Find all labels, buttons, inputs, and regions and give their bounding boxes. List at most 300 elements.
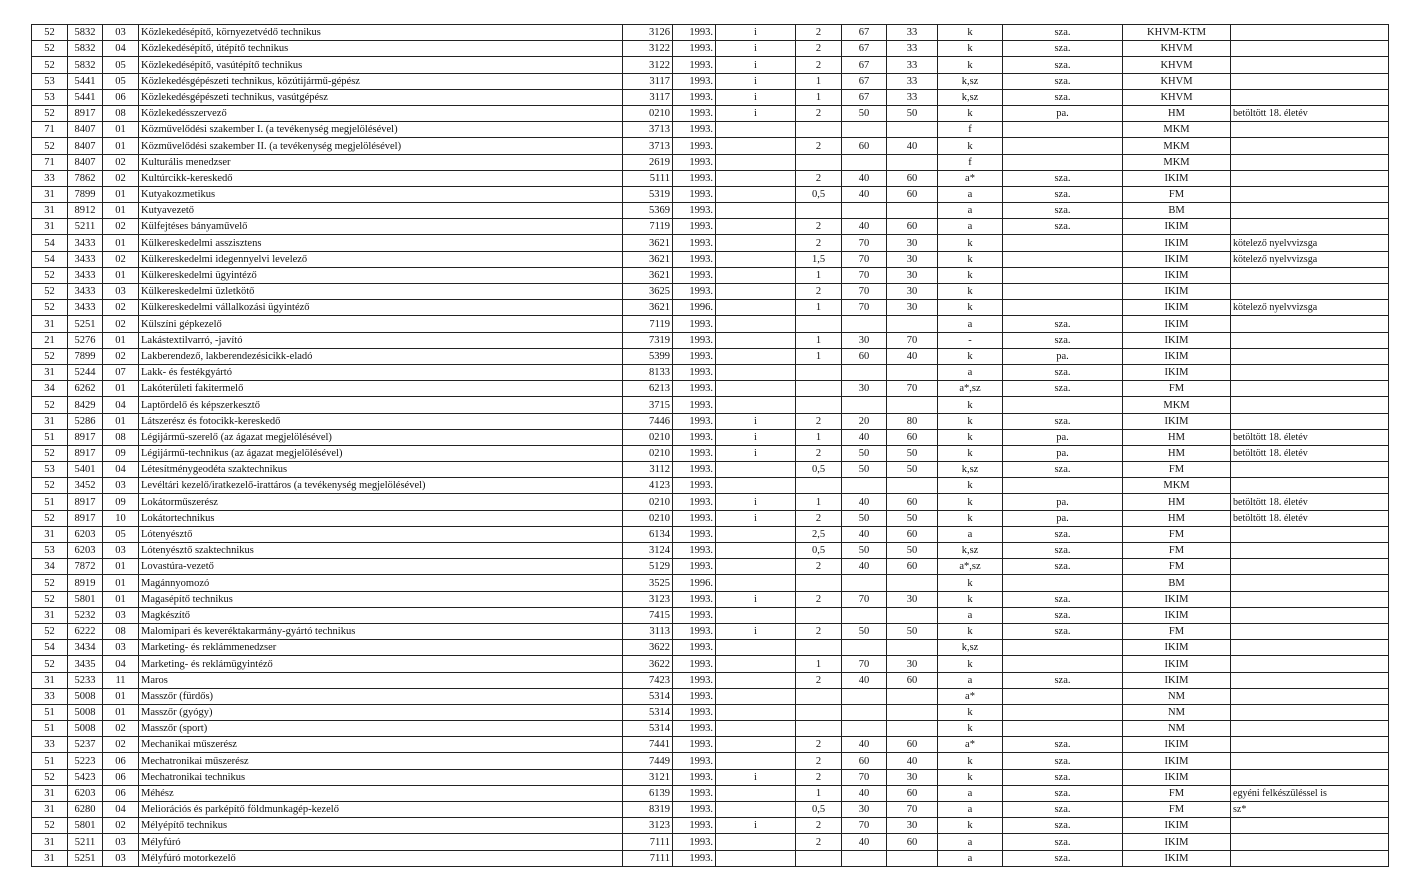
cell-exam-type: k,sz: [938, 89, 1003, 105]
cell-theory-percent: 70: [842, 235, 887, 251]
cell-ministry: HM: [1123, 494, 1231, 510]
cell-practice-percent: 40: [887, 753, 938, 769]
cell-exam-type: a: [938, 834, 1003, 850]
cell-ministry: NM: [1123, 688, 1231, 704]
cell-isced-code: 4123: [623, 478, 673, 494]
cell-level-code: 52: [32, 105, 68, 121]
cell-year: 1993.: [673, 170, 716, 186]
cell-level-code: 52: [32, 267, 68, 283]
cell-duration: 0,5: [796, 543, 842, 559]
cell-practice-percent: 60: [887, 186, 938, 202]
cell-exam-type: k: [938, 510, 1003, 526]
cell-school-type: sza.: [1003, 607, 1123, 623]
cell-feor-code: 6203: [68, 543, 103, 559]
cell-sub-code: 06: [103, 89, 139, 105]
cell-practice-percent: [887, 154, 938, 170]
cell-feor-code: 5244: [68, 364, 103, 380]
cell-qualification-name: Lótenyésztő: [139, 526, 623, 542]
cell-exam-type: k: [938, 591, 1003, 607]
cell-exam-type: k,sz: [938, 73, 1003, 89]
cell-isced-code: 3625: [623, 284, 673, 300]
cell-school-type: sza.: [1003, 41, 1123, 57]
cell-practice-percent: 70: [887, 332, 938, 348]
cell-duration: [796, 203, 842, 219]
table-row: [32, 154, 1389, 170]
cell-school-type: sza.: [1003, 737, 1123, 753]
cell-duration: 1: [796, 332, 842, 348]
cell-level-code: 31: [32, 219, 68, 235]
cell-theory-percent: [842, 478, 887, 494]
table-row: [32, 478, 1389, 494]
cell-year: 1993.: [673, 251, 716, 267]
cell-theory-percent: 70: [842, 769, 887, 785]
cell-ministry: IKIM: [1123, 332, 1231, 348]
cell-practice-percent: 60: [887, 494, 938, 510]
cell-ministry: MKM: [1123, 154, 1231, 170]
cell-note: [1231, 332, 1389, 348]
cell-ministry: KHVM-KTM: [1123, 25, 1231, 41]
cell-sub-code: 01: [103, 559, 139, 575]
cell-qualification-name: Lakberendező, lakberendezésicikk-eladó: [139, 348, 623, 364]
cell-school-type: [1003, 154, 1123, 170]
cell-ministry: IKIM: [1123, 316, 1231, 332]
cell-isced-code: 5369: [623, 203, 673, 219]
cell-flag-i: [716, 219, 796, 235]
cell-ministry: MKM: [1123, 122, 1231, 138]
cell-isced-code: 3117: [623, 89, 673, 105]
table-row: [32, 802, 1389, 818]
cell-feor-code: 5251: [68, 850, 103, 866]
cell-practice-percent: 60: [887, 785, 938, 801]
cell-flag-i: [716, 316, 796, 332]
cell-theory-percent: 40: [842, 219, 887, 235]
cell-school-type: [1003, 478, 1123, 494]
cell-note: [1231, 591, 1389, 607]
cell-isced-code: 3713: [623, 122, 673, 138]
cell-practice-percent: 33: [887, 41, 938, 57]
cell-feor-code: 5286: [68, 413, 103, 429]
cell-theory-percent: 50: [842, 105, 887, 121]
cell-isced-code: 3621: [623, 300, 673, 316]
cell-school-type: pa.: [1003, 105, 1123, 121]
cell-duration: 1: [796, 494, 842, 510]
cell-flag-i: [716, 122, 796, 138]
cell-feor-code: 3433: [68, 300, 103, 316]
cell-theory-percent: [842, 688, 887, 704]
cell-school-type: sza.: [1003, 57, 1123, 73]
table-row: [32, 105, 1389, 121]
cell-duration: 2: [796, 105, 842, 121]
cell-feor-code: 5832: [68, 41, 103, 57]
cell-year: 1993.: [673, 413, 716, 429]
table-row: [32, 526, 1389, 542]
cell-practice-percent: 30: [887, 769, 938, 785]
cell-flag-i: [716, 203, 796, 219]
cell-school-type: pa.: [1003, 494, 1123, 510]
cell-level-code: 52: [32, 510, 68, 526]
cell-school-type: [1003, 284, 1123, 300]
cell-feor-code: 8917: [68, 494, 103, 510]
cell-note: [1231, 89, 1389, 105]
table-row: [32, 623, 1389, 639]
cell-note: [1231, 818, 1389, 834]
cell-feor-code: 7862: [68, 170, 103, 186]
cell-sub-code: 01: [103, 235, 139, 251]
cell-feor-code: 5401: [68, 462, 103, 478]
cell-exam-type: a*,sz: [938, 559, 1003, 575]
cell-flag-i: i: [716, 413, 796, 429]
cell-year: 1993.: [673, 688, 716, 704]
cell-feor-code: 5232: [68, 607, 103, 623]
cell-note: [1231, 543, 1389, 559]
cell-level-code: 54: [32, 235, 68, 251]
cell-isced-code: 7449: [623, 753, 673, 769]
table-row: [32, 57, 1389, 73]
cell-practice-percent: [887, 397, 938, 413]
cell-level-code: 33: [32, 170, 68, 186]
cell-theory-percent: 20: [842, 413, 887, 429]
cell-level-code: 52: [32, 41, 68, 57]
cell-school-type: [1003, 267, 1123, 283]
cell-duration: 1: [796, 348, 842, 364]
cell-sub-code: 08: [103, 429, 139, 445]
cell-isced-code: 3621: [623, 235, 673, 251]
cell-theory-percent: 67: [842, 89, 887, 105]
cell-flag-i: [716, 721, 796, 737]
cell-year: 1993.: [673, 656, 716, 672]
cell-ministry: FM: [1123, 462, 1231, 478]
cell-exam-type: k: [938, 818, 1003, 834]
cell-practice-percent: 33: [887, 25, 938, 41]
cell-duration: 2: [796, 737, 842, 753]
cell-school-type: sza.: [1003, 203, 1123, 219]
table-row: [32, 364, 1389, 380]
cell-isced-code: 0210: [623, 429, 673, 445]
cell-duration: 0,5: [796, 186, 842, 202]
cell-qualification-name: Marketing- és reklámügyintéző: [139, 656, 623, 672]
cell-practice-percent: 60: [887, 737, 938, 753]
cell-year: 1993.: [673, 623, 716, 639]
cell-exam-type: k: [938, 429, 1003, 445]
cell-year: 1993.: [673, 559, 716, 575]
cell-practice-percent: 60: [887, 219, 938, 235]
cell-note: [1231, 656, 1389, 672]
cell-exam-type: k: [938, 478, 1003, 494]
cell-theory-percent: 70: [842, 591, 887, 607]
cell-flag-i: i: [716, 818, 796, 834]
cell-school-type: sza.: [1003, 543, 1123, 559]
cell-sub-code: 01: [103, 332, 139, 348]
cell-exam-type: a: [938, 219, 1003, 235]
cell-ministry: IKIM: [1123, 413, 1231, 429]
cell-isced-code: 6213: [623, 381, 673, 397]
table-row: [32, 575, 1389, 591]
cell-note: [1231, 575, 1389, 591]
cell-practice-percent: 30: [887, 818, 938, 834]
cell-note: [1231, 559, 1389, 575]
cell-duration: [796, 850, 842, 866]
cell-year: 1993.: [673, 57, 716, 73]
cell-qualification-name: Meliorációs és parképítő földmunkagép-kezelő: [139, 802, 623, 818]
cell-year: 1993.: [673, 89, 716, 105]
cell-practice-percent: 50: [887, 105, 938, 121]
cell-level-code: 31: [32, 802, 68, 818]
cell-feor-code: 8429: [68, 397, 103, 413]
cell-duration: [796, 688, 842, 704]
cell-year: 1993.: [673, 526, 716, 542]
cell-note: [1231, 688, 1389, 704]
cell-school-type: sza.: [1003, 73, 1123, 89]
cell-sub-code: 01: [103, 575, 139, 591]
cell-isced-code: 3622: [623, 640, 673, 656]
cell-school-type: pa.: [1003, 510, 1123, 526]
cell-qualification-name: Közlekedésgépészeti technikus, vasútgépész: [139, 89, 623, 105]
cell-note: betöltött 18. életév: [1231, 494, 1389, 510]
cell-year: 1993.: [673, 478, 716, 494]
cell-sub-code: 05: [103, 57, 139, 73]
cell-feor-code: 8919: [68, 575, 103, 591]
cell-sub-code: 02: [103, 251, 139, 267]
cell-exam-type: f: [938, 122, 1003, 138]
cell-qualification-name: Közművelődési szakember I. (a tevékenység megjelölésével): [139, 122, 623, 138]
cell-feor-code: 7899: [68, 348, 103, 364]
cell-qualification-name: Külkereskedelmi ügyintéző: [139, 267, 623, 283]
cell-level-code: 31: [32, 203, 68, 219]
cell-year: 1996.: [673, 300, 716, 316]
cell-note: sz*: [1231, 802, 1389, 818]
cell-ministry: IKIM: [1123, 235, 1231, 251]
cell-level-code: 51: [32, 704, 68, 720]
cell-note: [1231, 316, 1389, 332]
cell-duration: [796, 381, 842, 397]
cell-practice-percent: [887, 607, 938, 623]
cell-year: 1993.: [673, 73, 716, 89]
cell-practice-percent: 30: [887, 284, 938, 300]
cell-flag-i: [716, 688, 796, 704]
cell-practice-percent: [887, 721, 938, 737]
cell-practice-percent: [887, 575, 938, 591]
cell-qualification-name: Malomipari és keveréktakarmány-gyártó technikus: [139, 623, 623, 639]
cell-exam-type: f: [938, 154, 1003, 170]
cell-practice-percent: [887, 316, 938, 332]
cell-level-code: 52: [32, 818, 68, 834]
cell-school-type: [1003, 656, 1123, 672]
table-row: [32, 445, 1389, 461]
cell-note: [1231, 623, 1389, 639]
cell-qualification-name: Lokátortechnikus: [139, 510, 623, 526]
cell-level-code: 52: [32, 478, 68, 494]
cell-isced-code: 7319: [623, 332, 673, 348]
cell-ministry: IKIM: [1123, 753, 1231, 769]
cell-ministry: FM: [1123, 526, 1231, 542]
cell-qualification-name: Külfejtéses bányaművelő: [139, 219, 623, 235]
cell-level-code: 34: [32, 381, 68, 397]
cell-sub-code: 02: [103, 316, 139, 332]
cell-practice-percent: [887, 203, 938, 219]
cell-isced-code: 0210: [623, 445, 673, 461]
cell-note: [1231, 607, 1389, 623]
cell-year: 1993.: [673, 122, 716, 138]
cell-school-type: sza.: [1003, 672, 1123, 688]
cell-sub-code: 08: [103, 623, 139, 639]
cell-flag-i: [716, 462, 796, 478]
cell-ministry: BM: [1123, 575, 1231, 591]
table-row: [32, 704, 1389, 720]
cell-school-type: sza.: [1003, 413, 1123, 429]
table-row: [32, 721, 1389, 737]
cell-duration: [796, 575, 842, 591]
cell-practice-percent: 70: [887, 381, 938, 397]
cell-level-code: 31: [32, 186, 68, 202]
cell-practice-percent: 30: [887, 591, 938, 607]
cell-isced-code: 3122: [623, 41, 673, 57]
cell-flag-i: [716, 575, 796, 591]
cell-ministry: KHVM: [1123, 89, 1231, 105]
cell-sub-code: 02: [103, 348, 139, 364]
cell-practice-percent: 60: [887, 834, 938, 850]
cell-level-code: 31: [32, 607, 68, 623]
cell-level-code: 52: [32, 138, 68, 154]
cell-isced-code: 5314: [623, 704, 673, 720]
cell-qualification-name: Kutyakozmetikus: [139, 186, 623, 202]
cell-school-type: [1003, 251, 1123, 267]
cell-ministry: IKIM: [1123, 251, 1231, 267]
cell-flag-i: i: [716, 510, 796, 526]
cell-exam-type: a: [938, 203, 1003, 219]
table-row: [32, 753, 1389, 769]
cell-exam-type: k: [938, 138, 1003, 154]
cell-theory-percent: [842, 364, 887, 380]
cell-school-type: sza.: [1003, 89, 1123, 105]
cell-feor-code: 6280: [68, 802, 103, 818]
cell-duration: 2: [796, 591, 842, 607]
cell-sub-code: 02: [103, 219, 139, 235]
cell-qualification-name: Masszőr (fürdős): [139, 688, 623, 704]
cell-practice-percent: 40: [887, 138, 938, 154]
cell-flag-i: [716, 235, 796, 251]
cell-ministry: FM: [1123, 623, 1231, 639]
cell-note: betöltött 18. életév: [1231, 429, 1389, 445]
table-row: [32, 251, 1389, 267]
cell-sub-code: 04: [103, 802, 139, 818]
cell-flag-i: [716, 381, 796, 397]
cell-exam-type: a: [938, 186, 1003, 202]
cell-practice-percent: 30: [887, 267, 938, 283]
cell-duration: [796, 640, 842, 656]
cell-year: 1993.: [673, 41, 716, 57]
cell-note: [1231, 850, 1389, 866]
cell-duration: 2: [796, 413, 842, 429]
cell-qualification-name: Laptördelő és képszerkesztő: [139, 397, 623, 413]
cell-practice-percent: 30: [887, 235, 938, 251]
cell-level-code: 53: [32, 543, 68, 559]
cell-practice-percent: 33: [887, 57, 938, 73]
cell-note: [1231, 413, 1389, 429]
cell-theory-percent: [842, 721, 887, 737]
cell-feor-code: 5832: [68, 57, 103, 73]
cell-sub-code: 03: [103, 607, 139, 623]
cell-flag-i: [716, 672, 796, 688]
cell-year: 1993.: [673, 704, 716, 720]
cell-theory-percent: 40: [842, 559, 887, 575]
cell-isced-code: 3621: [623, 267, 673, 283]
cell-isced-code: 3715: [623, 397, 673, 413]
cell-level-code: 54: [32, 251, 68, 267]
cell-exam-type: k,sz: [938, 640, 1003, 656]
cell-exam-type: k: [938, 494, 1003, 510]
cell-practice-percent: 50: [887, 510, 938, 526]
cell-level-code: 31: [32, 834, 68, 850]
cell-level-code: 53: [32, 462, 68, 478]
cell-flag-i: [716, 850, 796, 866]
cell-feor-code: 8407: [68, 122, 103, 138]
cell-note: [1231, 170, 1389, 186]
cell-practice-percent: [887, 364, 938, 380]
cell-isced-code: 3112: [623, 462, 673, 478]
cell-note: betöltött 18. életév: [1231, 105, 1389, 121]
cell-sub-code: 10: [103, 510, 139, 526]
cell-exam-type: a*: [938, 737, 1003, 753]
cell-ministry: IKIM: [1123, 348, 1231, 364]
table-row: [32, 429, 1389, 445]
cell-note: [1231, 672, 1389, 688]
cell-feor-code: 8917: [68, 510, 103, 526]
table-row: [32, 462, 1389, 478]
cell-ministry: HM: [1123, 429, 1231, 445]
cell-theory-percent: 60: [842, 138, 887, 154]
cell-school-type: [1003, 704, 1123, 720]
cell-flag-i: [716, 478, 796, 494]
cell-flag-i: i: [716, 445, 796, 461]
cell-duration: [796, 154, 842, 170]
cell-year: 1996.: [673, 575, 716, 591]
cell-qualification-name: Közművelődési szakember II. (a tevékenység megjelölésével): [139, 138, 623, 154]
cell-qualification-name: Mechatronikai technikus: [139, 769, 623, 785]
cell-flag-i: [716, 284, 796, 300]
cell-qualification-name: Külkereskedelmi idegennyelvi levelező: [139, 251, 623, 267]
cell-exam-type: a: [938, 364, 1003, 380]
cell-practice-percent: 30: [887, 300, 938, 316]
cell-duration: 2: [796, 41, 842, 57]
cell-isced-code: 3622: [623, 656, 673, 672]
cell-sub-code: 01: [103, 704, 139, 720]
cell-isced-code: 7119: [623, 316, 673, 332]
cell-exam-type: a: [938, 850, 1003, 866]
cell-duration: 2: [796, 445, 842, 461]
cell-note: betöltött 18. életév: [1231, 510, 1389, 526]
cell-level-code: 52: [32, 284, 68, 300]
cell-sub-code: 02: [103, 721, 139, 737]
cell-feor-code: 8912: [68, 203, 103, 219]
cell-feor-code: 7872: [68, 559, 103, 575]
cell-ministry: HM: [1123, 105, 1231, 121]
cell-isced-code: 7441: [623, 737, 673, 753]
cell-qualification-name: Légijármű-technikus (az ágazat megjelölésével): [139, 445, 623, 461]
table-row: [32, 737, 1389, 753]
cell-isced-code: 7119: [623, 219, 673, 235]
cell-level-code: 52: [32, 57, 68, 73]
cell-feor-code: 6203: [68, 526, 103, 542]
cell-isced-code: 3122: [623, 57, 673, 73]
cell-ministry: HM: [1123, 510, 1231, 526]
cell-sub-code: 01: [103, 688, 139, 704]
cell-duration: 2: [796, 284, 842, 300]
cell-ministry: IKIM: [1123, 607, 1231, 623]
cell-qualification-name: Külkereskedelmi üzletkötő: [139, 284, 623, 300]
cell-exam-type: k: [938, 575, 1003, 591]
cell-qualification-name: Külkereskedelmi vállalkozási ügyintéző: [139, 300, 623, 316]
cell-flag-i: [716, 640, 796, 656]
